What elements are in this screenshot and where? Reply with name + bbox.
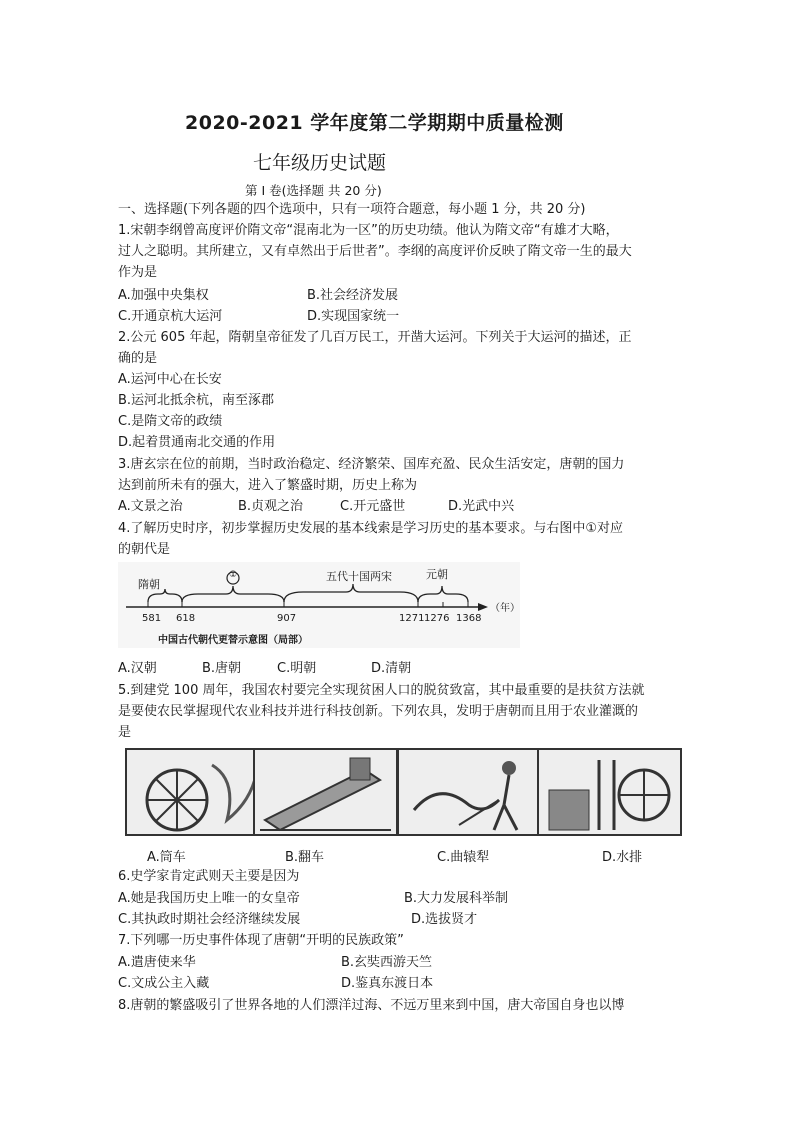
q6-option-b: B.大力发展科举制: [404, 891, 509, 906]
q1-option-c: C.开通京杭大运河: [118, 309, 223, 324]
timeline-label-yuan: 元朝: [426, 568, 448, 581]
timeline-label-five-dynasties: 五代十国两宋: [326, 570, 392, 583]
q7-option-b: B.玄奘西游天竺: [341, 955, 433, 970]
q7-option-a: A.遣唐使来华: [118, 955, 196, 970]
q2-option-c: C.是隋文帝的政绩: [118, 414, 223, 429]
q2-stem-1: 2.公元 605 年起，隋朝皇帝征发了几百万民工，开凿大运河。下列关于大运河的描述，正: [118, 330, 632, 345]
q5-stem-3: 是: [118, 725, 132, 740]
q5-option-a: A.筒车: [147, 850, 186, 865]
q5-option-b: B.翻车: [285, 850, 325, 865]
q5-stem-2: 是要使农民掌握现代农业科技并进行科技创新。下列农具，发明于唐朝而且用于农业灌溉的: [118, 704, 639, 719]
q5-option-c: C.曲辕犁: [437, 850, 490, 865]
q2-option-d: D.起着贯通南北交通的作用: [118, 435, 276, 450]
q1-option-d: D.实现国家统一: [307, 309, 400, 324]
q1-option-b: B.社会经济发展: [307, 288, 399, 303]
q1-stem-3: 作为是: [118, 265, 158, 280]
timeline-caption: 中国古代朝代更替示意图（局部）: [158, 635, 308, 646]
exam-title: 2020-2021 学年度第二学期期中质量检测: [185, 112, 564, 134]
timeline-year: 1368: [456, 613, 482, 624]
q7-option-c: C.文成公主入藏: [118, 976, 210, 991]
q6-stem: 6.史学家肯定武则天主要是因为: [118, 869, 300, 884]
timeline-label-circle: ①: [229, 570, 238, 580]
q6-option-c: C.其执政时期社会经济继续发展: [118, 912, 301, 927]
q4-option-b: B.唐朝: [202, 661, 242, 676]
q2-stem-2: 确的是: [118, 351, 158, 366]
timeline-year: 907: [277, 613, 297, 624]
quyuanli-image: [397, 748, 542, 836]
section-heading: 第 I 卷(选择题 共 20 分): [245, 183, 382, 198]
q2-option-b: B.运河北抵余杭，南至涿郡: [118, 393, 275, 408]
dynasty-timeline: [118, 562, 520, 648]
q4-option-c: C.明朝: [277, 661, 317, 676]
timeline-year: 581: [142, 613, 162, 624]
q1-option-a: A.加强中央集权: [118, 288, 209, 303]
q3-stem-2: 达到前所未有的强大，进入了繁盛时期，历史上称为: [118, 478, 418, 493]
q4-stem-1: 4.了解历史时序，初步掌握历史发展的基本线索是学习历史的基本要求。与右图中①对应: [118, 521, 624, 536]
q6-option-a: A.她是我国历史上唯一的女皇帝: [118, 891, 300, 906]
exam-subtitle: 七年级历史试题: [253, 152, 387, 174]
q5-option-d: D.水排: [602, 850, 643, 865]
q7-option-d: D.鉴真东渡日本: [341, 976, 434, 991]
q6-option-d: D.选拔贤才: [411, 912, 478, 927]
q4-option-a: A.汉朝: [118, 661, 157, 676]
timeline-year: 1276: [424, 613, 450, 624]
timeline-label-sui: 隋朝: [138, 578, 160, 591]
instructions: 一、选择题(下列各题的四个选项中，只有一项符合题意，每小题 1 分，共 20 分): [118, 202, 586, 217]
q3-option-c: C.开元盛世: [340, 499, 406, 514]
q4-stem-2: 的朝代是: [118, 542, 171, 557]
q7-stem: 7.下列哪一历史事件体现了唐朝“开明的民族政策”: [118, 933, 404, 948]
tongche-image: [125, 748, 270, 836]
q2-option-a: A.运河中心在长安: [118, 372, 222, 387]
q5-stem-1: 5.到建党 100 周年，我国农村要完全实现贫困人口的脱贫致富，其中最重要的是扶贫方法就: [118, 683, 645, 698]
fanche-image: [253, 748, 398, 836]
q3-option-a: A.文景之治: [118, 499, 183, 514]
q3-option-d: D.光武中兴: [448, 499, 515, 514]
q4-option-d: D.清朝: [371, 661, 412, 676]
timeline-unit: （年）: [490, 603, 520, 614]
timeline-year: 1271: [399, 613, 425, 624]
q3-stem-1: 3.唐玄宗在位的前期，当时政治稳定、经济繁荣、国库充盈、民众生活安定，唐朝的国力: [118, 457, 625, 472]
q8-stem-1: 8.唐朝的繁盛吸引了世界各地的人们漂洋过海、不远万里来到中国，唐大帝国自身也以博: [118, 998, 625, 1013]
q1-stem-2: 过人之聪明。其所建立，又有卓然出于后世者”。李纲的高度评价反映了隋文帝一生的最大: [118, 244, 632, 259]
q1-stem-1: 1.宋朝李纲曾高度评价隋文帝“混南北为一区”的历史功绩。他认为隋文帝“有雄才大略，: [118, 223, 619, 238]
shuipai-image: [537, 748, 682, 836]
q3-option-b: B.贞观之治: [238, 499, 304, 514]
timeline-year: 618: [176, 613, 196, 624]
